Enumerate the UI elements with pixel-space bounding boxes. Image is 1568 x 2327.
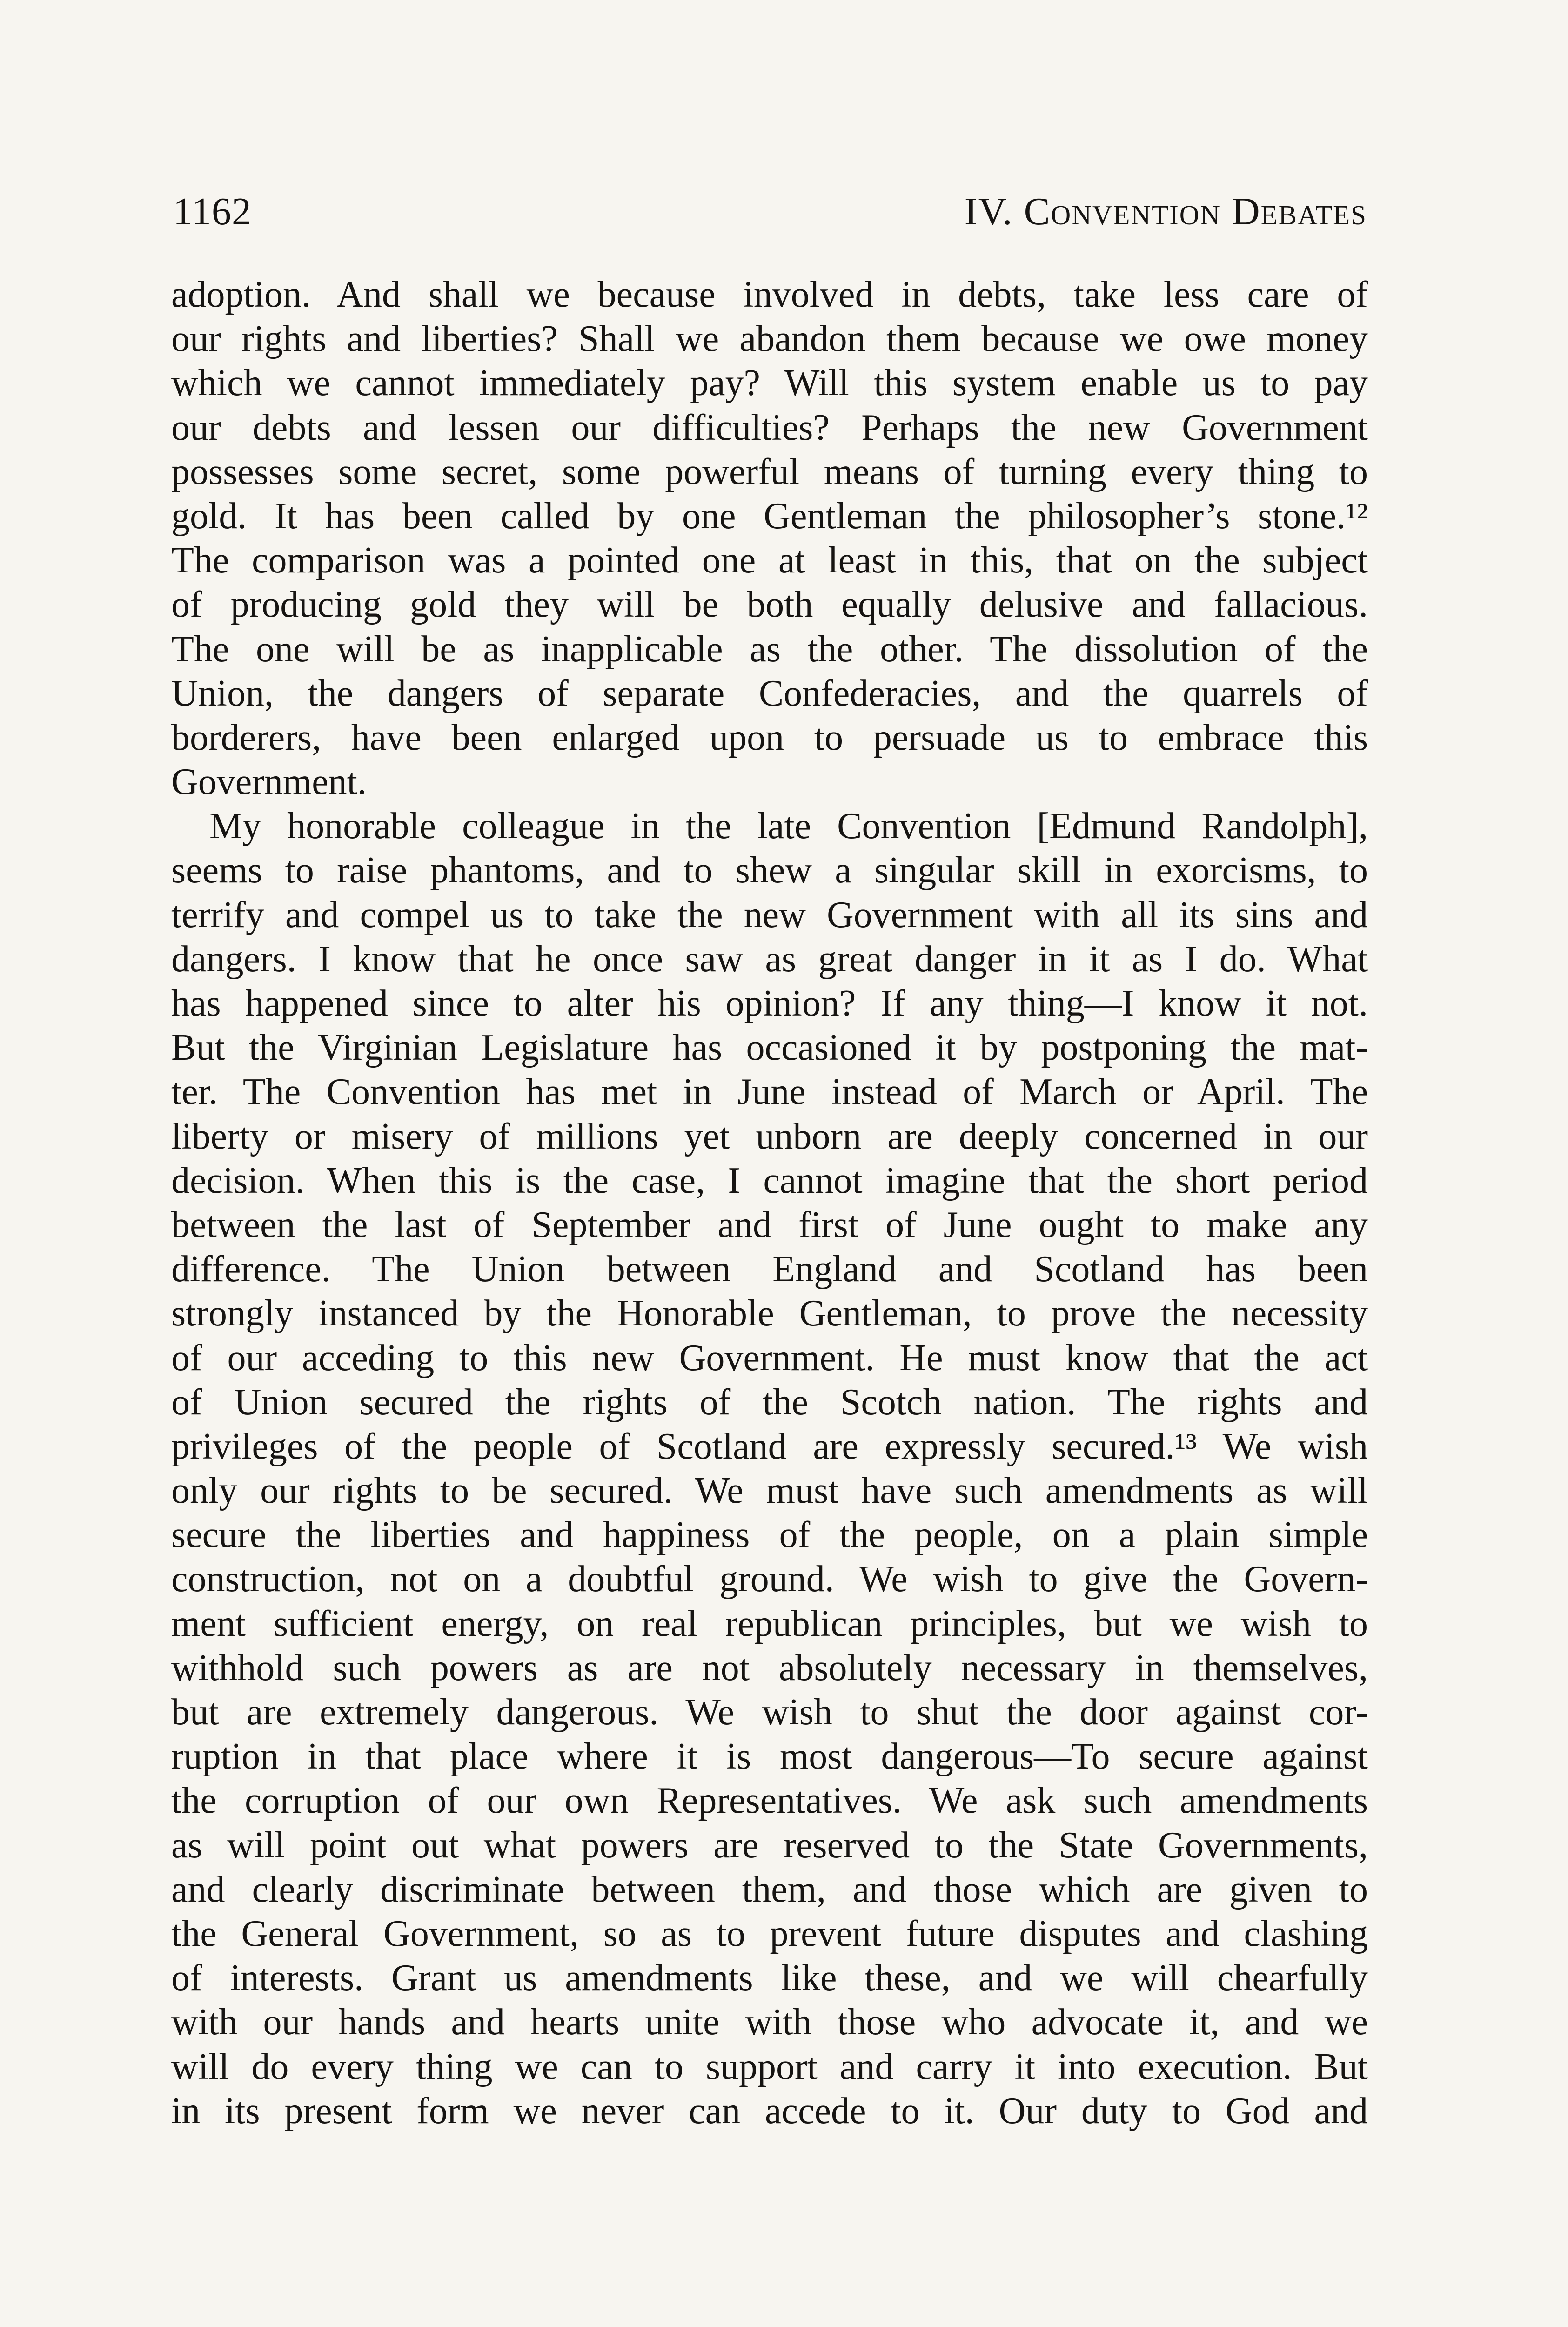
text-line: withhold such powers as are not absolutely necessary in themselves,	[171, 1647, 1368, 1688]
text-line: our rights and liberties? Shall we abandon them because we owe money	[171, 318, 1368, 360]
text-line: The comparison was a pointed one at least in this, that on the subject	[171, 540, 1368, 581]
text-line: of interests. Grant us amendments like these, and we will chearfully	[171, 1957, 1368, 1999]
text-line: But the Virginian Legislature has occasioned it by postponing the mat-	[171, 1027, 1368, 1069]
text-line: has happened since to alter his opinion? If any thing—I know it not.	[171, 983, 1368, 1024]
text-line: terrify and compel us to take the new Government with all its sins and	[171, 894, 1368, 935]
text-line: possesses some secret, some powerful means of turning every thing to	[171, 451, 1368, 492]
page-number: 1162	[173, 190, 252, 233]
text-line: seems to raise phantoms, and to shew a singular skill in exorcisms, to	[171, 850, 1368, 891]
text-line-paragraph-start: My honorable colleague in the late Convention [Edmund Randolph],	[209, 806, 1368, 847]
text-line: of our acceding to this new Government. He must know that the act	[171, 1337, 1368, 1379]
text-line: borderers, have been enlarged upon to persuade us to embrace this	[171, 717, 1368, 758]
text-line: ment sufficient energy, on real republican principles, but we wish to	[171, 1603, 1368, 1644]
text-line: gold. It has been called by one Gentleman the philosopher’s stone.¹²	[171, 495, 1368, 537]
text-line: strongly instanced by the Honorable Gentleman, to prove the necessity	[171, 1293, 1368, 1334]
text-line: dangers. I know that he once saw as great danger in it as I do. What	[171, 938, 1368, 980]
text-line: The one will be as inapplicable as the other. The dissolution of the	[171, 628, 1368, 670]
text-line: adoption. And shall we because involved in debts, take less care of	[171, 274, 1368, 315]
text-line: between the last of September and first of June ought to make any	[171, 1204, 1368, 1245]
text-line: difference. The Union between England and Scotland has been	[171, 1249, 1368, 1290]
text-line: of producing gold they will be both equally delusive and fallacious.	[171, 584, 1368, 625]
text-line: and clearly discriminate between them, and those which are given to	[171, 1869, 1368, 1910]
text-line: of Union secured the rights of the Scotch nation. The rights and	[171, 1381, 1368, 1423]
text-line: will do every thing we can to support and carry it into execution. But	[171, 2046, 1368, 2087]
text-line: construction, not on a doubtful ground. We wish to give the Govern-	[171, 1559, 1368, 1600]
text-line: with our hands and hearts unite with those who advocate it, and we	[171, 2002, 1368, 2043]
text-line: ter. The Convention has met in June instead of March or April. The	[171, 1071, 1368, 1113]
text-line: the General Government, so as to prevent future disputes and clashing	[171, 1913, 1368, 1954]
text-line: which we cannot immediately pay? Will this system enable us to pay	[171, 363, 1368, 404]
text-line: liberty or misery of millions yet unborn are deeply concerned in our	[171, 1116, 1368, 1157]
body-text	[171, 273, 1368, 2133]
text-line: decision. When this is the case, I cannot imagine that the short period	[171, 1160, 1368, 1201]
text-line: Union, the dangers of separate Confederacies, and the quarrels of	[171, 673, 1368, 714]
running-head	[173, 186, 1367, 242]
text-line: only our rights to be secured. We must have such amendments as will	[171, 1470, 1368, 1512]
text-line: our debts and lessen our difficulties? Perhaps the new Government	[171, 407, 1368, 448]
text-line: as will point out what powers are reserved to the State Governments,	[171, 1824, 1368, 1866]
text-line-paragraph-end: Government.	[171, 761, 367, 803]
text-line: in its present form we never can accede to it. Our duty to God and	[171, 2090, 1368, 2132]
text-line: the corruption of our own Representatives. We ask such amendments	[171, 1780, 1368, 1822]
section-title: IV. Convention Debates	[964, 190, 1367, 233]
text-line: privileges of the people of Scotland are expressly secured.¹³ We wish	[171, 1426, 1368, 1467]
text-line: ruption in that place where it is most dangerous—To secure against	[171, 1736, 1368, 1777]
text-line: secure the liberties and happiness of the people, on a plain simple	[171, 1514, 1368, 1556]
text-line: but are extremely dangerous. We wish to shut the door against cor-	[171, 1692, 1368, 1733]
